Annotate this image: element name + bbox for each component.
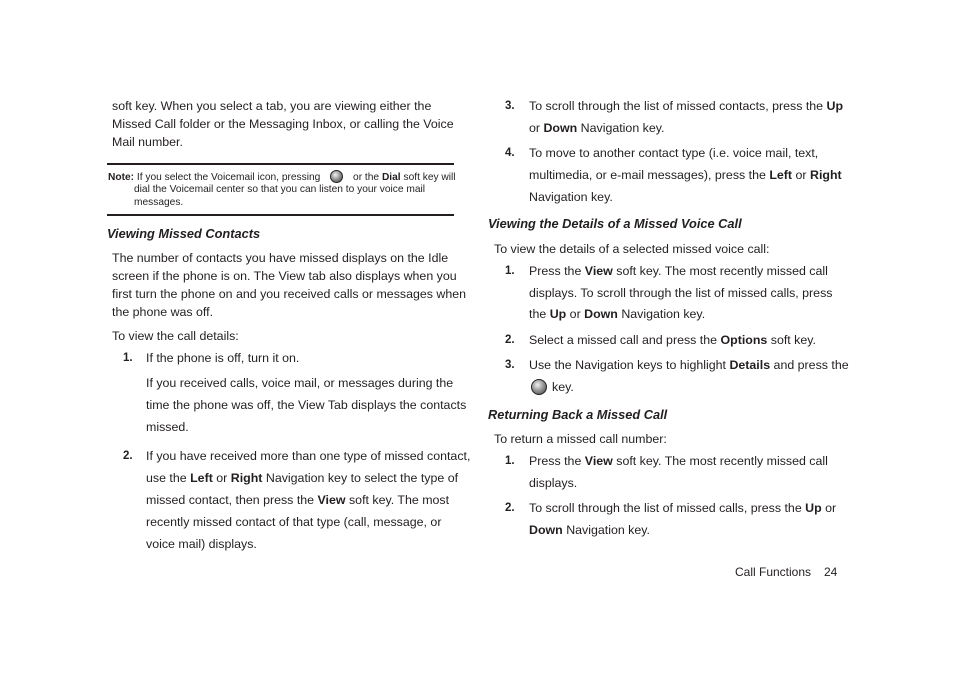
note-label: Note: <box>108 172 135 183</box>
step-number: 2. <box>505 502 515 514</box>
step-text: missed contact, then press the View soft key. The most <box>146 493 450 507</box>
note-line-3: messages. <box>134 197 184 208</box>
step-number: 3. <box>505 359 515 371</box>
step-number: 1. <box>123 352 133 364</box>
step-text: missed. <box>146 420 189 434</box>
footer-section-title: Call Functions <box>735 565 812 579</box>
intro-line: soft key. When you select a tab, you are viewing either the <box>112 99 432 113</box>
step-text: time the phone was off, the View Tab displays the contacts <box>146 398 467 412</box>
lead-text: To return a missed call number: <box>494 432 667 446</box>
step-text: Down Navigation key. <box>529 523 650 537</box>
step-text: Navigation key. <box>529 190 613 204</box>
lead-text: To view the details of a selected missed voice call: <box>494 242 770 256</box>
step-text: Press the View soft key. The most recently missed call <box>529 264 828 278</box>
step-text: If you have received more than one type of missed contact, <box>146 449 471 463</box>
step-text: To scroll through the list of missed calls, press the Up or <box>529 501 837 515</box>
step-number: 2. <box>505 334 515 346</box>
step-number: 2. <box>123 450 133 462</box>
note-bold: Dial <box>381 172 401 183</box>
nav-key-icon <box>330 170 343 183</box>
step-text: or Down Navigation key. <box>529 121 665 135</box>
note-line-1 <box>108 170 456 184</box>
step-number: 4. <box>505 147 515 159</box>
step-number: 3. <box>505 100 515 112</box>
step-text: multimedia, or e-mail messages), press the Left or Right <box>529 168 842 182</box>
lead-text: To view the call details: <box>112 329 239 343</box>
step-text: the Up or Down Navigation key. <box>529 307 706 321</box>
step-number: 1. <box>505 455 515 467</box>
para-line: screen if the phone is on. The View tab also displays when you <box>112 269 457 283</box>
step-text: Select a missed call and press the Options soft key. <box>529 333 816 347</box>
para-line: the phone was off. <box>112 305 214 319</box>
step-text: If you received calls, voice mail, or messages during the <box>146 376 454 390</box>
step-number: 1. <box>505 265 515 277</box>
note-text: If you select the Voicemail icon, pressing <box>136 172 321 183</box>
note-top-rule <box>107 163 454 165</box>
page-number: 24 <box>824 565 838 579</box>
para-line: The number of contacts you have missed displays on the Idle <box>112 251 449 265</box>
section-heading: Viewing Missed Contacts <box>107 226 261 241</box>
step-text: If the phone is off, turn it on. <box>146 351 300 365</box>
para-line: first turn the phone on and you received calls or messages when <box>112 287 467 301</box>
intro-line: Missed Call folder or the Messaging Inbox, or calling the Voice <box>112 117 454 131</box>
step-text: displays. To scroll through the list of missed calls, press <box>529 286 833 300</box>
step-text: Press the View soft key. The most recently missed call <box>529 454 828 468</box>
step-text: Use the Navigation keys to highlight Details and press the <box>529 358 849 372</box>
step-text: use the Left or Right Navigation key to select the type of <box>146 471 459 485</box>
section-heading: Returning Back a Missed Call <box>488 407 668 422</box>
step-text: recently missed contact of that type (call, message, or <box>146 515 442 529</box>
note-text: soft key will <box>403 172 456 183</box>
nav-key-icon <box>531 379 547 395</box>
intro-line: Mail number. <box>112 135 183 149</box>
note-line-2: dial the Voicemail center so that you can listen to your voice mail <box>134 184 426 195</box>
step-text: To move to another contact type (i.e. voice mail, text, <box>529 146 819 160</box>
step-text: key. <box>531 378 574 396</box>
step-text: displays. <box>529 476 578 490</box>
note-text: or the <box>353 172 380 183</box>
note-bottom-rule <box>107 214 454 216</box>
section-heading: Viewing the Details of a Missed Voice Call <box>488 216 742 231</box>
step-text: voice mail) displays. <box>146 537 257 551</box>
step-text: To scroll through the list of missed contacts, press the Up <box>529 99 844 113</box>
